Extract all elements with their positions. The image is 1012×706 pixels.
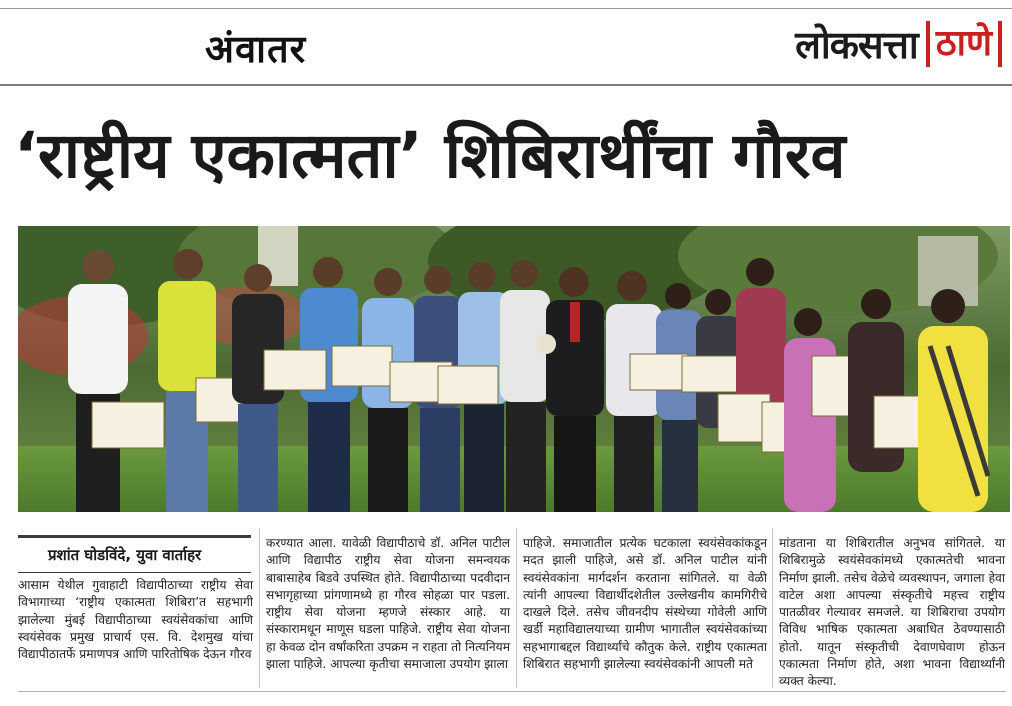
- masthead: [795, 18, 1002, 70]
- masthead-divider: [0, 84, 1012, 86]
- column-divider: [772, 528, 773, 688]
- article-column-2: करण्यात आला. यावेळी विद्यापीठाचे डॉ. अनिल पाटील आणि विद्यापीठ राष्ट्रीय सेवा योजना समन्वयक बाबासाहेब बिडवे उपस्थित होते. विद्यापीठाच्या पदवीदान सभागृहाच्या प्रांगणामध्ये हा गौरव सोहळा पार पडला. राष्ट्रीय सेवा योजना म्हणजे संस्कार आहे. या संस्कारामधून माणूस घडला पाहिजे. राष्ट्रीय सेवा योजना हा केवळ दोन वर्षांकरिता उपक्रम न राहता तो नित्यनियम झाला पाहिजे. आपल्या कृतीचा समाजाला उपयोग झाला: [266, 536, 510, 672]
- edition-label: ठाणे: [926, 21, 1002, 67]
- column-divider: [259, 528, 260, 688]
- byline-rule-bottom: [18, 572, 251, 573]
- group-photo: [18, 226, 1010, 512]
- byline-rule-top: [18, 535, 251, 538]
- headline: ‘राष्ट्रीय एकात्मता’ शिबिरार्थींचा गौरव: [14, 119, 846, 192]
- paper-name: लोकसत्ता: [795, 23, 918, 67]
- column-divider: [516, 528, 517, 688]
- article-column-3: पाहिजे. समाजातील प्रत्येक घटकाला स्वयंसेवकांकडून मदत झाली पाहिजे, असे डॉ. अनिल पाटील यांनी स्वयंसेवकांना मार्गदर्शन करताना सांगितले. या वेळी त्यांनी आपल्या विद्यार्थीदशेतील उल्लेखनीय कामगिरीचे दाखले दिले. तसेच जीवनदीप संस्थेच्या गोवेली आणि खर्डी महाविद्यालयाच्या ग्रामीण भागातील स्वयंसेवकांच्या सहभागाबद्दल विद्यार्थ्यांचे कौतुक केले. राष्ट्रीय एकात्मता शिबिरात सहभागी झालेल्या स्वयंसेवकांनी आपली मते: [523, 536, 767, 672]
- byline-text: प्रशांत घोडविंदे, युवा वार्ताहर: [48, 546, 202, 564]
- article-column-4: मांडताना या शिबिरातील अनुभव सांगितले. या शिबिरामुळे स्वयंसेवकांमध्ये एकात्मतेची भावना निर्माण झाली. तसेच वेळेचे व्यवस्थापन, जगाला हेवा वाटेल अशा आपल्या संस्कृतीचे महत्त्व राष्ट्रीय पातळीवर गेल्यावर समजले. या शिबिराचा उपयोग विविध भाषिक एकात्मता अबाधित ठेवण्यासाठी होतो. यातून संस्कृतीची देवाणघेवाण होऊन एकात्मता निर्माण होते, अशा भावना विद्यार्थ्यांनी व्यक्त केल्या.: [779, 536, 1005, 689]
- bottom-rule: [18, 691, 1006, 692]
- section-label: अंवातर: [205, 27, 307, 71]
- byline: [18, 535, 251, 573]
- top-rule: [0, 8, 1012, 9]
- article-column-1: आसाम येथील गुवाहाटी विद्यापीठाच्या राष्ट्रीय सेवा विभागाच्या ‘राष्ट्रीय एकात्मता शिबिरा’त सहभागी झालेल्या मुंबई विद्यापीठाच्या स्वयंसेवकांचा आणि स्वयंसेवक प्रमुख प्राचार्य एस. वि. देशमुख यांचा विद्यापीठातर्फे प्रमाणपत्र आणि पारितोषिक देऊन गौरव: [18, 578, 253, 662]
